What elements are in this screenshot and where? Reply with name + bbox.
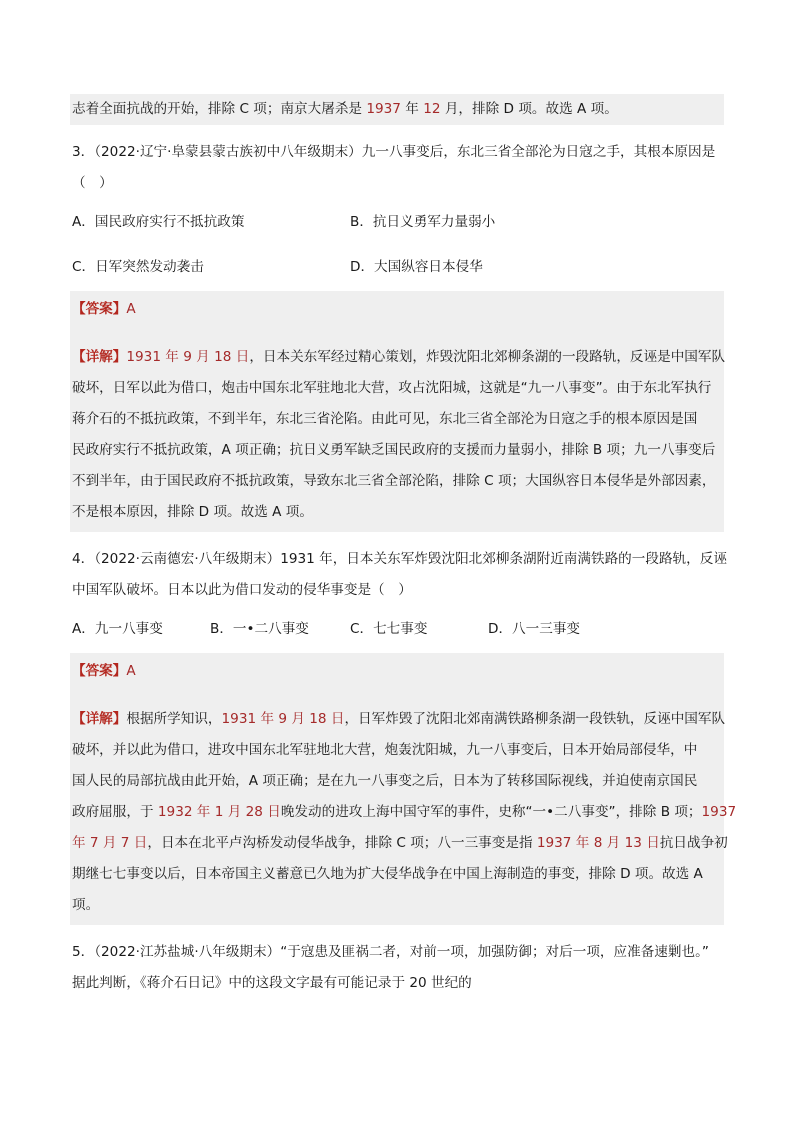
question-3-stem: 3．（2022·辽宁·阜蒙县蒙古族初中八年级期末）九一八事变后，东北三省全部沦为日寇之手，其根本原因是 [72, 144, 716, 160]
question-3-stem-line2: （ ） [72, 175, 113, 191]
detail-line: 【详解】根据所学知识，1931 年 9 月 18 日，日军炸毁了沈阳北郊南满铁路柳条湖一段铁轨，反诬中国军队 [72, 711, 726, 727]
detail-line: 民政府实行不抵抗政策，A 项正确；抗日义勇军缺乏国民政府的支援而力量弱小，排除 B 项；九一八事变后 [72, 442, 716, 458]
option-d: D．大国纵容日本侵华 [350, 259, 483, 275]
question-5-stem-line2: 据此判断，《蒋介石日记》中的这段文字最有可能记录于 20 世纪的 [72, 975, 472, 991]
option-a: A．国民政府实行不抵抗政策 [72, 214, 245, 230]
detail-line: 破坏，日军以此为借口，炮击中国东北军驻地北大营，攻占沈阳城，这就是“九一八事变”。由于东北军执行 [72, 380, 712, 396]
question-5 [70, 937, 724, 999]
question-4-options-row [70, 614, 724, 645]
question-4-stem: 4．（2022·云南德宏·八年级期末）1931 年，日本关东军炸毁沈阳北郊柳条湖附近南满铁路的一段路轨，反诬 [72, 551, 727, 567]
option-d: D．八一三事变 [488, 621, 581, 637]
option-a: A．九一八事变 [72, 621, 163, 637]
question-3-options-row-2 [70, 252, 724, 283]
detail-line: 不是根本原因，排除 D 项。故选 A 项。 [72, 504, 313, 520]
question-5-stem: 5．（2022·江苏盐城·八年级期末）“于寇患及匪祸二者，对前一项，加强防御；对后一项，应准备速剿也。” [72, 944, 709, 960]
previous-answer-fragment: 志着全面抗战的开始，排除 C 项；南京大屠杀是 1937 年 12 月，排除 D 项。故选 A 项。 [70, 94, 724, 125]
detail-line: 政府屈服，于 1932 年 1 月 28 日晚发动的进攻上海中国守军的事件，史称“一•二八事变”，排除 B 项；1937 [72, 804, 737, 820]
detail-line: 国人民的局部抗战由此开始，A 项正确；是在九一八事变之后，日本为了转移国际视线，并迫使南京国民 [72, 773, 698, 789]
detail-line: 不到半年，由于国民政府不抵抗政策，导致东北三省全部沦陷，排除 C 项；大国纵容日本侵华是外部因素， [72, 473, 716, 489]
detail-line: 【详解】1931 年 9 月 18 日，日本关东军经过精心策划，炸毁沈阳北郊柳条湖的一段路轨，反诬是中国军队 [72, 349, 726, 365]
answer-line: 【答案】A [72, 663, 136, 679]
option-c: C．七七事变 [350, 621, 428, 637]
document-page [70, 94, 737, 999]
option-b: B．一•二八事变 [210, 621, 309, 637]
question-4-solution [70, 653, 737, 925]
detail-line: 蒋介石的不抵抗政策，不到半年，东北三省沦陷。由此可见，东北三省全部沦为日寇之手的根本原因是国 [72, 411, 698, 427]
question-3-solution [70, 291, 724, 532]
option-c: C．日军突然发动袭击 [72, 259, 204, 275]
answer-line: 【答案】A [72, 301, 136, 317]
question-3-options-row-1 [70, 207, 724, 238]
detail-line: 破坏，并以此为借口，进攻中国东北军驻地北大营，炮轰沈阳城，九一八事变后，日本开始局部侵华，中 [72, 742, 698, 758]
question-4 [70, 544, 737, 925]
question-4-stem-line2: 中国军队破坏。日本以此为借口发动的侵华事变是（ ） [72, 582, 412, 598]
question-3 [70, 137, 724, 532]
option-b: B．抗日义勇军力量弱小 [350, 214, 496, 230]
detail-line: 项。 [72, 897, 100, 913]
detail-line: 年 7 月 7 日，日本在北平卢沟桥发动侵华战争，排除 C 项；八一三事变是指 1937 年 8 月 13 日抗日战争初 [72, 835, 728, 851]
detail-line: 期继七七事变以后，日本帝国主义蓄意已久地为扩大侵华战争在中国上海制造的事变，排除 D 项。故选 A [72, 866, 703, 882]
